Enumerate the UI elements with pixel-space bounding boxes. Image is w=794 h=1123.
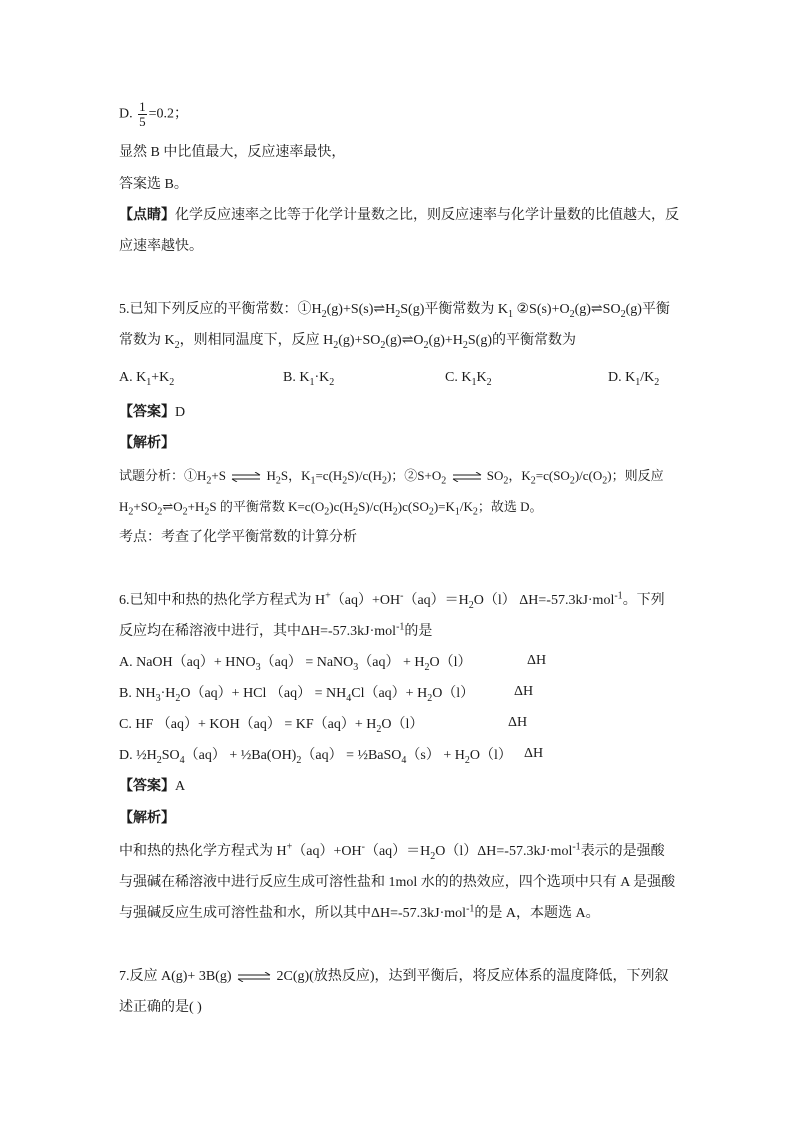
q6-analysis-tag: 【解析】	[119, 811, 175, 826]
q5-option-b: B. $K_1\cdot K_2$	[283, 370, 335, 388]
q5-kaodian: 考点：考查了化学平衡常数的计算分析	[119, 530, 357, 545]
q6-option-b: B. $NH_3\cdot H_2O(aq)+$ HCl $(aq) = NH_4Cl(aq)+ H_2O(l)$	[119, 686, 475, 704]
note-tag: 【点睛】	[119, 208, 175, 223]
q6-analysis-line-2: 与强碱在稀溶液中进行反应生成可溶性盐和 1mol 水的的热效应，四个选项中只有 A 是强酸	[119, 875, 676, 890]
q6-option-a-dh: ΔH	[527, 653, 547, 668]
q5-stem-line-2: 常数为 $K_2$，则相同温度下，反应 $H_2(g)+SO_2(g)\rightleftharpoons O_2(g)+H_2S(g)$的平衡常数为	[119, 333, 577, 351]
q5-option-d: D. $K_1/K_2$	[608, 370, 660, 388]
q6-option-c: C. HF $(aq)+ KOH(aq) = KF(aq)+ H_2O(l)$	[119, 717, 424, 735]
q6-stem-line-2: 反应均在稀溶液中进行，其中ΔH=-57.3kJ·mol$^{-1}$的是	[119, 621, 433, 639]
q4-option-d-line: D. $\frac{1}{5}$ =0.2；	[119, 99, 189, 129]
q7-stem-line-1: 7.反应 A(g)+ 3B(g) 2C(g)(放热反应)，达到平衡后，将反应体系的温度降低，下列叙	[119, 969, 669, 984]
q4-line-2: 显然 B 中比值最大，反应速率最快，	[119, 145, 346, 160]
q6-analysis-line-1: 中和热的热化学方程式为 $H^+(aq)+OH^-(aq)=H_2O(l)\Delta H=-57.3kJ\cdot mol^{-1}$表示的是强酸	[119, 841, 665, 862]
q5-analysis-line-1: 试题分析：$①H_2+S$ $H_2S$，$K_1=c(H_2S)/c(H_2)$；$②S+O_2$ $SO_2$，$K_2=c(SO_2)/c(O_2)$；则反应	[119, 468, 664, 487]
q6-option-c-dh: ΔH	[508, 715, 528, 730]
q5-analysis-line-2: $H_2+SO_2\rightleftharpoons O_2+H_2S$ 的平衡常数 $K=c(O_2)c(H_2S)/c(H_2)c(SO_2)=K_1/K_2$；故选 D。	[119, 499, 543, 518]
q4-note-line-1: 【点睛】化学反应速率之比等于化学计量数之比，则反应速率与化学计量数的比值越大，反	[119, 208, 679, 223]
q6-answer: 【答案】A	[119, 779, 186, 794]
q6-option-a: A. NaOH（aq）+ $HNO_3(aq)$ = NaNO$_3$（aq） + $H_2O(l)$	[119, 655, 472, 673]
q5-option-a: A. $K_1+K_2$	[119, 370, 175, 388]
q6-stem-line-1: 6.已知中和热的热化学方程式为 $H^+(aq)+OH^-(aq)=H_2O(l)$ ΔH=-57.3kJ·mol$^{-1}$。下列	[119, 590, 665, 611]
q7-stem-line-2: 述正确的是( )	[119, 1000, 202, 1015]
q6-analysis-line-3: 与强碱反应生成可溶性盐和水，所以其中ΔH=-57.3kJ·mol$^{-1}$的是 A，本题选 A。	[119, 903, 600, 921]
q5-stem-line-1: 5.已知下列反应的平衡常数：$①H_2(g)+S(s)\rightleftharpoons H_2S(g)$平衡常数为 $K_1$ $②S(s)+O_2(g)\rightleftharpoons SO_2(g)$平衡	[119, 302, 670, 320]
q6-option-d-dh: ΔH	[524, 746, 544, 761]
fraction: $\frac{1}{5}$	[139, 99, 146, 129]
equilibrium-arrow-icon	[237, 972, 271, 982]
q4-note-line-2: 应速率越快。	[119, 239, 203, 254]
q6-option-b-dh: ΔH	[514, 684, 534, 699]
equilibrium-arrow-icon	[452, 472, 482, 482]
q5-answer: 【答案】D	[119, 405, 186, 420]
q5-option-c: C. $K_1K_2$	[445, 370, 492, 388]
q4-line-3: 答案选 B。	[119, 177, 188, 192]
q6-option-d: D. $\frac{1}{2}H_2SO_4(aq)$ + $\frac{1}{2}Ba(OH)_2(aq)$ = ½BaSO$_4$（s） + $H_2O(l)$	[119, 748, 512, 766]
q5-analysis-tag: 【解析】	[119, 436, 175, 451]
equilibrium-arrow-icon	[231, 472, 261, 482]
